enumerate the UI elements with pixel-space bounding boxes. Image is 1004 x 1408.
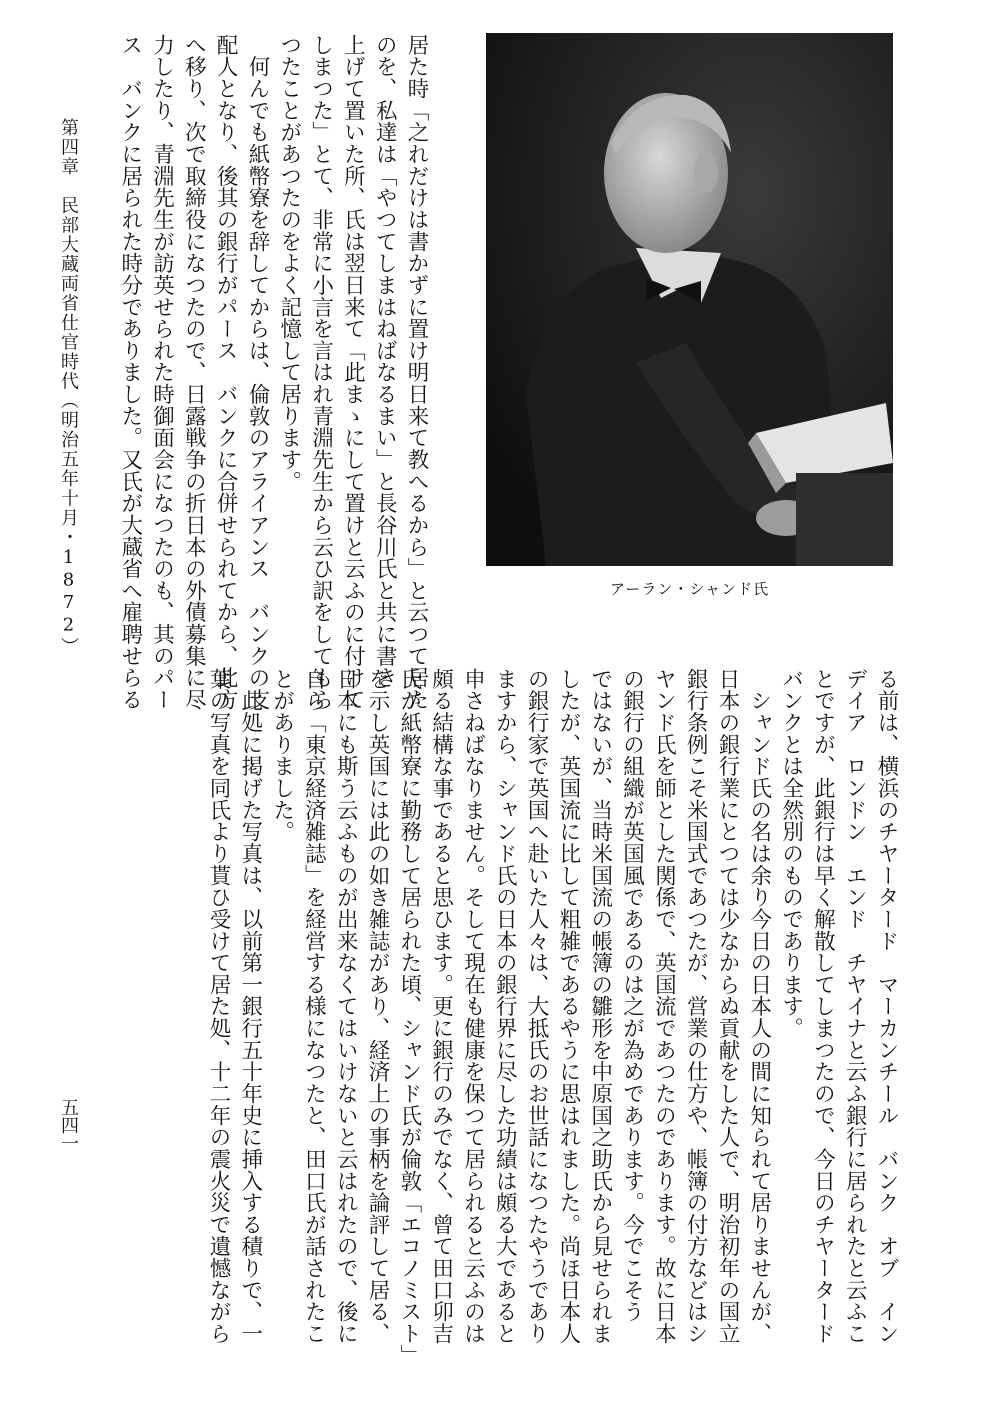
text-line: ますから、シャンド氏の日本の銀行界に尽した功績は頗る大であると — [492, 668, 518, 1345]
text-line: 此処に掲げた写真は、以前第一銀行五十年史に挿入する積りで、一 — [237, 668, 263, 1345]
text-line: 力したり、青淵先生が訪英せられた時御面会になつたのも、其のパー — [149, 34, 175, 711]
text-line: 日本の銀行業にとつては少なからぬ貢献をした人で、明治初年の国立 — [714, 668, 740, 1345]
text-line: バンクとは全然別のものであります。 — [778, 668, 804, 1039]
text-line: 何んでも紙幣寮を辞してからは、倫敦のアライアンス バンクの支 — [244, 34, 270, 711]
text-line: 配人となり、後其の銀行がパース バンクに合併せられてから、此方 — [213, 34, 239, 711]
text-line: ではないが、当時米国流の帳簿の雛形を中原国之助氏から見せられま — [587, 668, 613, 1345]
text-line: 銀行条例こそ米国式であつたが、営業の仕方や、帳簿の付方などはシ — [683, 668, 709, 1345]
text-line: したが、英国流に比して粗雑であるやうに思はれました。尚ほ日本人 — [555, 668, 581, 1345]
text-line: 氏が紙幣寮に勤務して居られた頃、シャンド氏が倫敦「エコノミスト」 — [396, 668, 422, 1367]
text-line: の銀行の組織が英国風であるのは之が為めであります。今でこそう — [619, 668, 645, 1323]
text-line: つたことがあつたのをよく記憶して居ります。 — [276, 34, 302, 493]
text-line: の銀行家で英国へ赴いた人々は、大抵氏のお世話になつたやうであり — [524, 668, 550, 1345]
text-line: しまつた」とて、非常に小言を言はれ青淵先生から云ひ訳をしてもら — [308, 34, 334, 711]
text-line: る前は、横浜のチヤータード マーカンチール バンク オブ イン — [874, 668, 899, 1345]
page-number: 五四一 — [58, 1098, 79, 1152]
text-line: を示し英国には此の如き雑誌があり、経済上の事柄を論評して居る、 — [365, 668, 390, 1345]
text-line: デイア ロンドン エンド チヤイナと云ふ銀行に居られたと云ふこ — [842, 668, 868, 1345]
text-line: ヤンド氏を師とした関係で、英国流であつたのであります。故に日本 — [651, 668, 677, 1345]
text-line: 上げて置いた所、氏は翌日来て「此まゝにして置けと云ふのに付けて — [340, 34, 366, 711]
lower-text-block — [202, 668, 902, 1367]
upper-text-block — [114, 34, 432, 711]
portrait-image — [486, 33, 893, 566]
photo-caption: アーラン・シャンド氏 — [609, 580, 770, 598]
chapter-header: 第四章 民部大蔵両省仕官時代（明治五年十月・1872） — [58, 118, 79, 657]
text-line: とですが、此銀行は早く解散してしまつたので、今日のチヤータード — [810, 668, 836, 1345]
text-line: シャンド氏の名は余り今日の日本人の間に知られて居りませんが、 — [746, 668, 772, 1345]
portrait-photo — [486, 33, 893, 566]
text-line: へ移り、次で取締役になつたので、日露戦争の折日本の外債募集に尽 — [181, 34, 207, 711]
text-line: 居た時「之れだけは書かずに置け明日来て教へるから」と云つて居た — [404, 34, 429, 711]
text-line: 申さねばなりません。そして現在も健康を保つて居られると云ふのは — [460, 668, 486, 1345]
text-line: ス バンクに居られた時分でありました。又氏が大蔵省へ雇聘せらる — [117, 34, 143, 711]
text-line: 自ら「東京経済雑誌」を経営する様になつたと、田口氏が話されたこ — [301, 668, 327, 1345]
text-line: 日本にも斯う云ふものが出来なくてはいけないと云はれたので、後に — [333, 668, 359, 1345]
text-line: のを、私達は「やつてしまはねばなるまい」と長谷川氏と共に書き — [372, 34, 398, 689]
text-line: 葉の写真を同氏より貰ひ受けて居た処、十二年の震火災で遺憾ながら — [205, 668, 231, 1345]
text-line: 頗る結構な事であると思ひます。更に銀行のみでなく、曾て田口卯吉 — [428, 668, 454, 1345]
text-line: とがありました。 — [269, 668, 295, 843]
